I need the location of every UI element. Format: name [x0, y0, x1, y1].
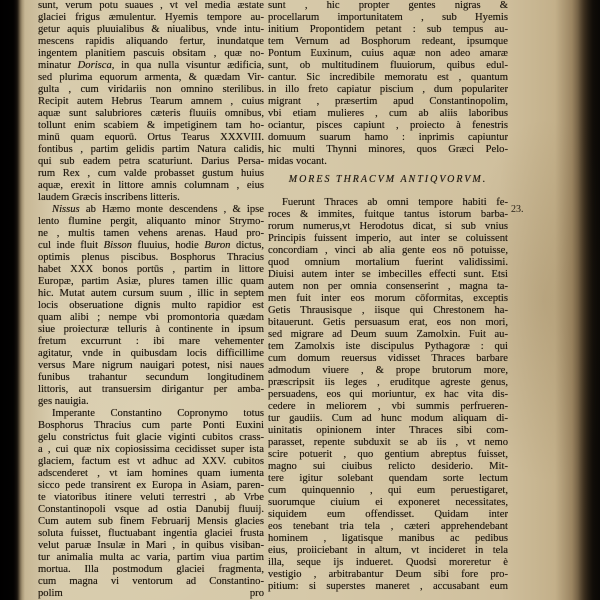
- text-line: admodum viuere , & prope brutorum more,: [268, 365, 508, 376]
- text-line: roces & immites, fuitque tantus istorum barba-: [268, 209, 508, 220]
- text-line: magno sui ciuibus relicto desiderio. Mit-: [268, 461, 508, 472]
- text-line: Getis Thrausisque , iisque qui Chrestonem ha-: [268, 305, 508, 316]
- text-line: rorum numerus,vt Herodotus dicat, si sub vnius: [268, 221, 508, 232]
- left-text-column: [38, 0, 264, 600]
- margin-number: 23.: [511, 204, 524, 215]
- text-line: scire potuerit , quo gentium abreptus fuisset,: [268, 449, 508, 460]
- text-line: siue proiecturæ telluris à continente in ipsum: [38, 324, 264, 335]
- text-line: optimis plenus piscibus. Bosphorus Thracius: [38, 252, 264, 263]
- text-line: ges nauigia.: [38, 396, 89, 407]
- text-line: polim pro: [38, 588, 264, 599]
- text-line: gulta , cum viridariis non omnino sterilibus.: [38, 84, 264, 95]
- text-line: uinitatis opinionem inter Thraces sibi com-: [268, 425, 508, 436]
- text-line: Bosphorus Thracius cum parte Ponti Euxini: [38, 420, 264, 431]
- text-line: vestigio , arbitrabantur Deum sibi fore pro-: [268, 569, 508, 580]
- text-line: pitium: si superstes maneret , accusabant eum: [268, 581, 508, 592]
- text-line: eius, proiiciebant in altum, vt incideret in tela: [268, 545, 508, 556]
- text-line: hic. Mutat autem cursum suum , illic in septem: [38, 288, 264, 299]
- text-line: cantur. Sic incredibile memoratu est , quantum: [268, 72, 508, 83]
- text-line: minū quam equorū. Ortus Tearus XXXVIII.: [38, 132, 264, 143]
- text-line: vbi etiam mulieres , cum ab aliis laboribus: [268, 108, 508, 119]
- text-line: tem Vernum ad Bosphorum redeant, ipsumque: [268, 36, 508, 47]
- text-line: te viatoribus itinere veluti terrestri , ab Vrbe: [38, 492, 264, 503]
- text-line: sunt, verum potu suaues , vt vel media æstate: [38, 0, 264, 11]
- text-line: domuum suarum hamo : inprimis capiuntur: [268, 132, 508, 143]
- text-line: tem Zamolxis iste discipulus Pythagoræ : qui: [268, 341, 508, 352]
- text-line: a , cui quæ nix copiosissima cecidisset super ista: [38, 444, 264, 455]
- text-run: , in qua nulla visuntur ædificia,: [111, 60, 264, 71]
- text-line: [38, 204, 264, 216]
- text-line: locis obseruatione dignis multo rapidior est: [38, 300, 264, 311]
- text-line: Pontum Euxinum, cuius aquæ non adeo amaræ: [268, 48, 508, 59]
- text-line: adscenderet , vt iam homines quam iumenta: [38, 468, 264, 479]
- text-line: ociantur, pisces capiunt , proiecto à fenestris: [268, 120, 508, 131]
- text-line: Cum autem sub finem Februarij Mensis glacies: [38, 516, 264, 527]
- text-line: sed migrare ad Deum suum Zamolxin. Fuit au-: [268, 329, 508, 340]
- text-line: versus Mare nigrum nauigari potest, nisi naues: [38, 360, 264, 371]
- text-line: hic multi Thynni minores, quos Græci Pelo-: [268, 144, 508, 155]
- text-line: migrant , præsertim apud Constantinopolim,: [268, 96, 508, 107]
- text-run: ab Hæmo monte descendens , & ipse: [79, 204, 264, 215]
- text-line: in illo freto capiatur piscium , dum populariter: [268, 84, 508, 95]
- text-line: mescens rapidis aliquando fertur, inundatque: [38, 36, 264, 47]
- text-line: habet XXX bonos portūs , partim in littore: [38, 264, 264, 275]
- text-line: præscripsit iis leges , eruditque agreste genus,: [268, 377, 508, 388]
- text-line: getur aquis pluuialibus & niualibus, vnde intu-: [38, 24, 264, 35]
- text-line: quam alibi ; nempe vbi promontoria quædam: [38, 312, 264, 323]
- text-line: parasset, repente subduxit se ab iis , vt nemo: [268, 437, 508, 448]
- text-line: initium Propontidem petant : sub tempus au-: [268, 24, 508, 35]
- text-line: Principis fuissent imperio, aut inter se coluissent: [268, 233, 508, 244]
- text-line: agitatur, vnde in quibusdam locis difficillime: [38, 348, 264, 359]
- text-line: Europæ, partim Asiæ, plures tamen illic quam: [38, 276, 264, 287]
- text-line: velut paruæ Insulæ in Mari , in quibus visiban-: [38, 540, 264, 551]
- text-line: ingentem planitiem pascuis obsitam , quæ no-: [38, 48, 264, 59]
- text-line: midas vocant.: [268, 156, 327, 167]
- right-text-column-top: [268, 0, 508, 168]
- text-line: fretum excurrunt : ibi mare vehementer: [38, 336, 264, 347]
- text-line: aquæ, erexit in littore amnis columnam , eius: [38, 180, 264, 191]
- text-line: tollunt enim scabiem & impetiginem tam ho-: [38, 120, 264, 131]
- text-line: autem non per omnia consenserint , magna ta-: [268, 281, 508, 292]
- binding-shadow: [0, 0, 22, 600]
- text-line: sed plurima equorum armenta, & quædam Vir-: [38, 72, 264, 83]
- text-line: gelu constrictus fuit glacie viginti cubitos crass-: [38, 432, 264, 443]
- text-line: siquidem eum offendisset. Quidam inter: [268, 509, 508, 520]
- italic-run: Bisson: [103, 240, 132, 251]
- text-run: fluuius, hodie: [131, 240, 205, 251]
- text-run: cul inde fluit: [38, 240, 104, 251]
- text-line: glaciei frigus æmulentur. Hyemis tempore au-: [38, 12, 264, 23]
- text-line: lento flumine pergit, aliquanto minor Strymo-: [38, 216, 264, 227]
- text-line: tur animalia multa ac varia, partim viua partim: [38, 552, 264, 563]
- text-line: tur gaudiis. Cum ad hunc modum aliquam di-: [268, 413, 508, 424]
- text-line: rum Rex , cum valde probasset gustum huius: [38, 168, 264, 179]
- paragraph: [38, 204, 264, 408]
- text-line: cum magna vi ventorum ad Constantino-: [38, 576, 264, 587]
- text-line: Constantinopoli vsque ad ostia Danubij fluuij.: [38, 504, 264, 515]
- text-line: laudem Græcis inscribens litteris.: [38, 192, 180, 203]
- text-line: fontibus , partim gelidis partim Natura calidis,: [38, 144, 264, 155]
- text-line: illa, seque ijs indueret. Quodsi moreretur è: [268, 557, 508, 568]
- text-line: cum domum reuersus vidisset Thraces barbare: [268, 353, 508, 364]
- page-edge-shadow: [578, 0, 600, 600]
- paragraph: [38, 0, 264, 204]
- text-line: soluta fuisset, fluctuabant ingentia glaciei frusta: [38, 528, 264, 539]
- italic-run: Buron: [204, 240, 231, 251]
- text-line: cum quinquennio , qui eum peruestigaret,: [268, 485, 508, 496]
- text-line: concordiam , vinci ab alia gente eos nō potuisse,: [268, 245, 508, 256]
- paragraph: [38, 408, 264, 600]
- text-line: glaciem, factum est vt adhuc ad XXV. cubitos: [38, 456, 264, 467]
- text-line: Fuerunt Thraces ab omni tempore habiti fe-: [282, 197, 508, 208]
- text-line: quod omnium mortalium fuerint validissimi.: [268, 257, 508, 268]
- text-line: sunt , hic propter gentes nigras &: [268, 0, 508, 11]
- text-line: qui sub eadem petra scaturiunt. Darius Persa-: [38, 156, 264, 167]
- paragraph: [268, 0, 508, 168]
- paragraph: [268, 197, 508, 593]
- text-run: minatur: [38, 60, 78, 71]
- italic-run: Dorisca: [77, 60, 112, 71]
- text-line: hominem , ligatisque manibus ac pedibus: [268, 533, 508, 544]
- text-line: Recipit autem Hebrus Tearum amnem , cuius: [38, 96, 264, 107]
- text-run: dictus,: [230, 240, 264, 251]
- text-line: littoris, aut transuersim dirigantur per amba-: [38, 384, 264, 395]
- text-line: funibus trahantur secundum longitudinem: [38, 372, 264, 383]
- text-line: suorumque ciuium ei exponeret necessitates,: [268, 497, 508, 508]
- text-line: aquæ sunt salubriores cæteris fluuiis omnibus,: [38, 108, 264, 119]
- italic-run: Nissus: [52, 204, 80, 215]
- text-line: men fuit inter eos morum cōformitas, exceptis: [268, 293, 508, 304]
- text-line: persuadens, eos qui moriuntur, ex hac vita dis-: [268, 389, 508, 400]
- text-line: cedere in meliorem , vbi summis perfrueren-: [268, 401, 508, 412]
- text-line: eos tenebant tria tela , cæteri apprehendebant: [268, 521, 508, 532]
- text-line: procellarum importunitatem , sub Hyemis: [268, 12, 508, 23]
- text-line: ne , multis tamen vehens arenas. Haud pro-: [38, 228, 264, 239]
- text-line: [38, 240, 264, 252]
- text-line: sunt, ob multitudinem fluuiorum, quibus edul-: [268, 60, 508, 71]
- text-line: Diuisi autem inter se imbecilles effecti sunt. Etsi: [268, 269, 508, 280]
- section-heading: MORES THRACVM ANTIQVORVM.: [288, 174, 488, 185]
- text-line: [38, 60, 264, 72]
- text-line: Imperante Constantino Copronymo totus: [52, 408, 264, 419]
- text-line: sicco pede transirent ex Europa in Asiam, paren-: [38, 480, 264, 491]
- text-line: mortua. Illa postmodum glaciei fragmenta,: [38, 564, 264, 575]
- right-text-column-main: [268, 197, 508, 597]
- text-line: tere igitur solebant quendam sorte lectum: [268, 473, 508, 484]
- text-line: bitauerunt. Getis persuasum erat, eos non mori,: [268, 317, 508, 328]
